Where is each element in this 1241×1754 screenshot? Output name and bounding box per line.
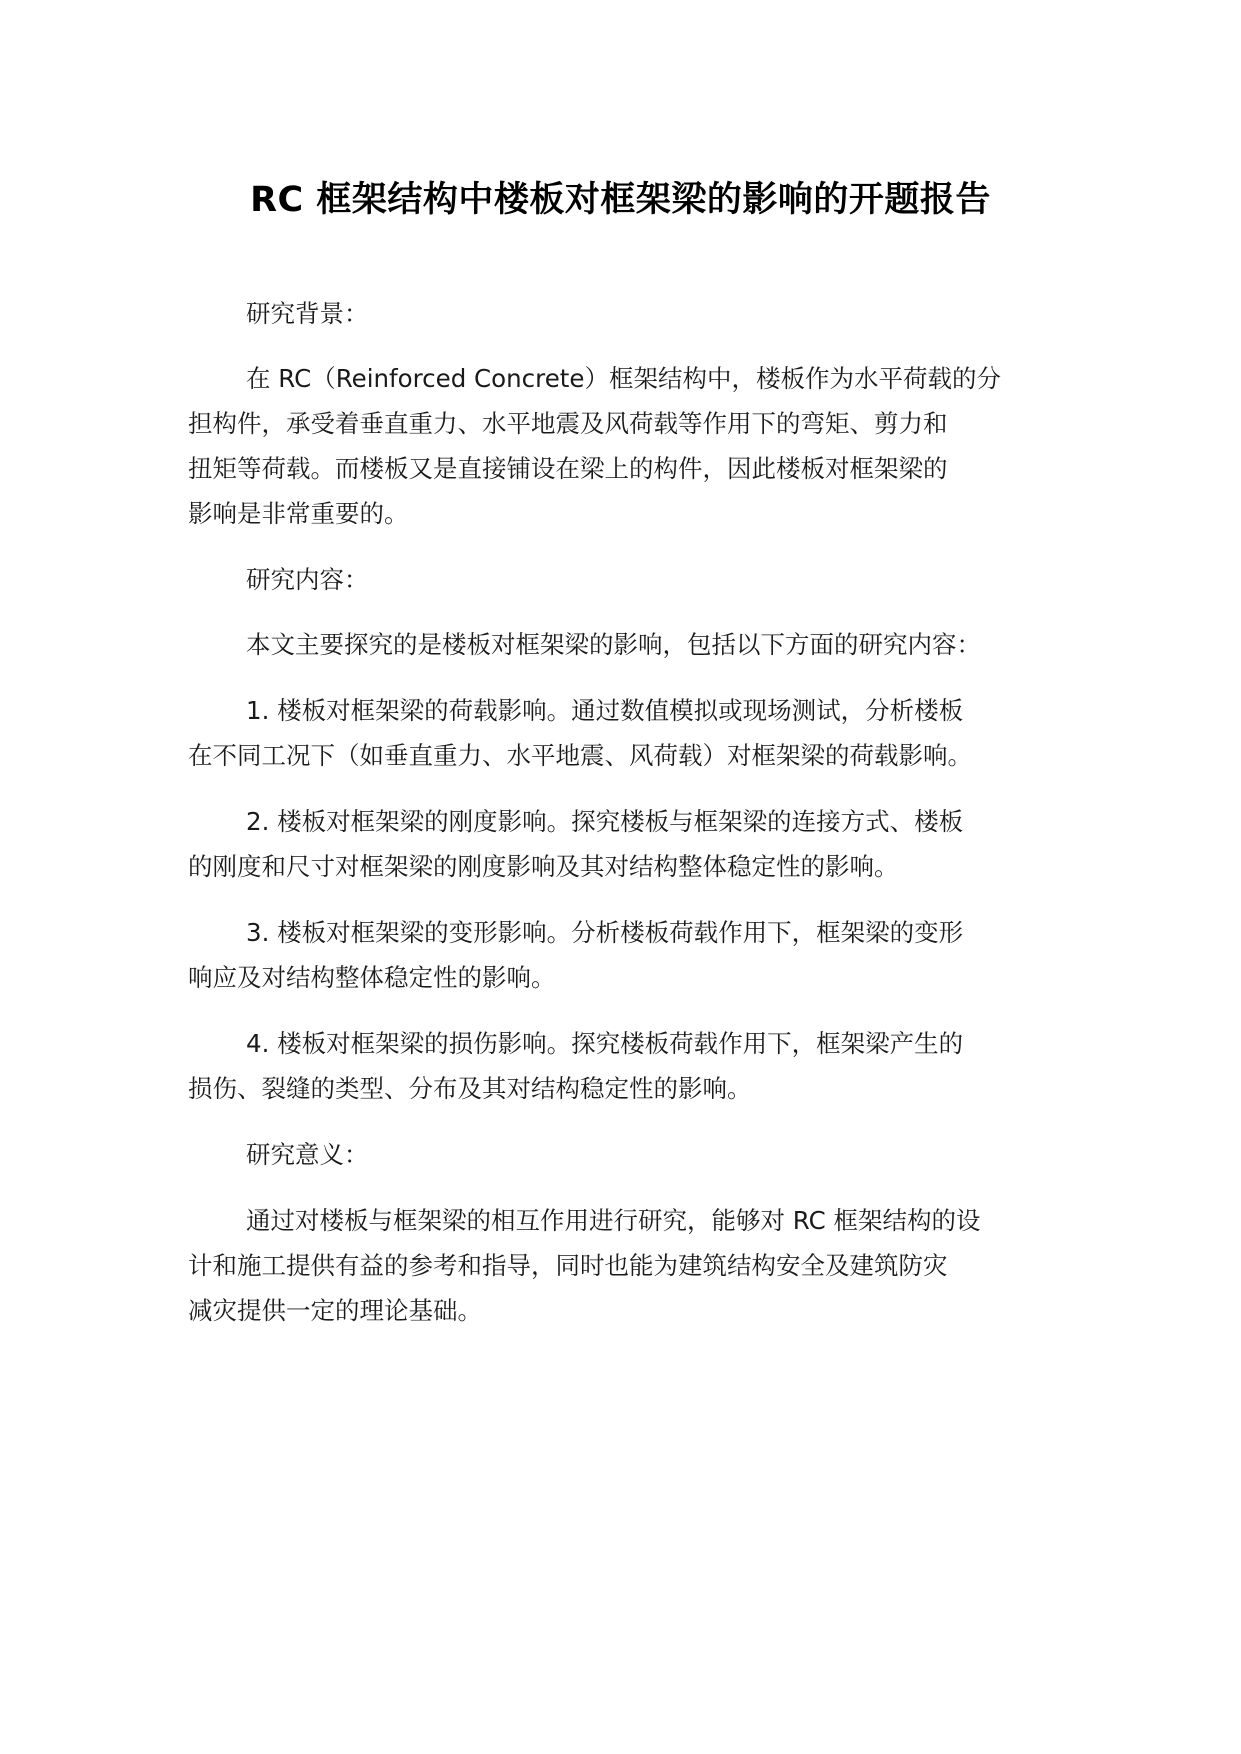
paragraph-line: 担构件，承受着垂直重力、水平地震及风荷载等作用下的弯矩、剪力和 — [188, 409, 948, 438]
paragraph-line: 计和施工提供有益的参考和指导，同时也能为建筑结构安全及建筑防灾 — [188, 1251, 948, 1280]
significance-paragraph — [188, 1198, 1078, 1333]
list-item-3 — [188, 910, 1078, 1000]
section-heading-background: 研究背景： — [246, 299, 369, 328]
background-paragraph — [188, 356, 1078, 536]
list-item-4 — [188, 1021, 1078, 1111]
paragraph-line: 扭矩等荷载。而楼板又是直接铺设在梁上的构件，因此楼板对框架梁的 — [188, 454, 948, 483]
content-heading-block — [188, 557, 1078, 602]
significance-heading-block — [188, 1132, 1078, 1177]
list-item-line: 1. 楼板对框架梁的荷载影响。通过数值模拟或现场测试，分析楼板 — [246, 696, 964, 725]
content-intro-block — [188, 622, 1078, 667]
paragraph-line: 通过对楼板与框架梁的相互作用进行研究，能够对 RC 框架结构的设 — [246, 1206, 981, 1235]
background-heading-block — [188, 291, 1078, 336]
list-item-line: 4. 楼板对框架梁的损伤影响。探究楼板荷载作用下，框架梁产生的 — [246, 1029, 964, 1058]
document-title: RC 框架结构中楼板对框架梁的影响的开题报告 — [250, 180, 991, 220]
list-item-1 — [188, 688, 1078, 778]
content-intro: 本文主要探究的是楼板对框架梁的影响，包括以下方面的研究内容： — [246, 630, 981, 659]
list-item-2 — [188, 799, 1078, 889]
section-heading-significance: 研究意义： — [246, 1140, 369, 1169]
paragraph-line: 减灾提供一定的理论基础。 — [188, 1296, 482, 1325]
list-item-line: 损伤、裂缝的类型、分布及其对结构稳定性的影响。 — [188, 1074, 752, 1103]
section-heading-content: 研究内容： — [246, 565, 369, 594]
list-item-line: 响应及对结构整体稳定性的影响。 — [188, 963, 556, 992]
paragraph-line: 在 RC（Reinforced Concrete）框架结构中，楼板作为水平荷载的分 — [246, 364, 1001, 393]
list-item-line: 在不同工况下（如垂直重力、水平地震、风荷载）对框架梁的荷载影响。 — [188, 741, 972, 770]
list-item-line: 3. 楼板对框架梁的变形影响。分析楼板荷载作用下，框架梁的变形 — [246, 918, 964, 947]
list-item-line: 2. 楼板对框架梁的刚度影响。探究楼板与框架梁的连接方式、楼板 — [246, 807, 964, 836]
paragraph-line: 影响是非常重要的。 — [188, 499, 409, 528]
list-item-line: 的刚度和尺寸对框架梁的刚度影响及其对结构整体稳定性的影响。 — [188, 852, 899, 881]
